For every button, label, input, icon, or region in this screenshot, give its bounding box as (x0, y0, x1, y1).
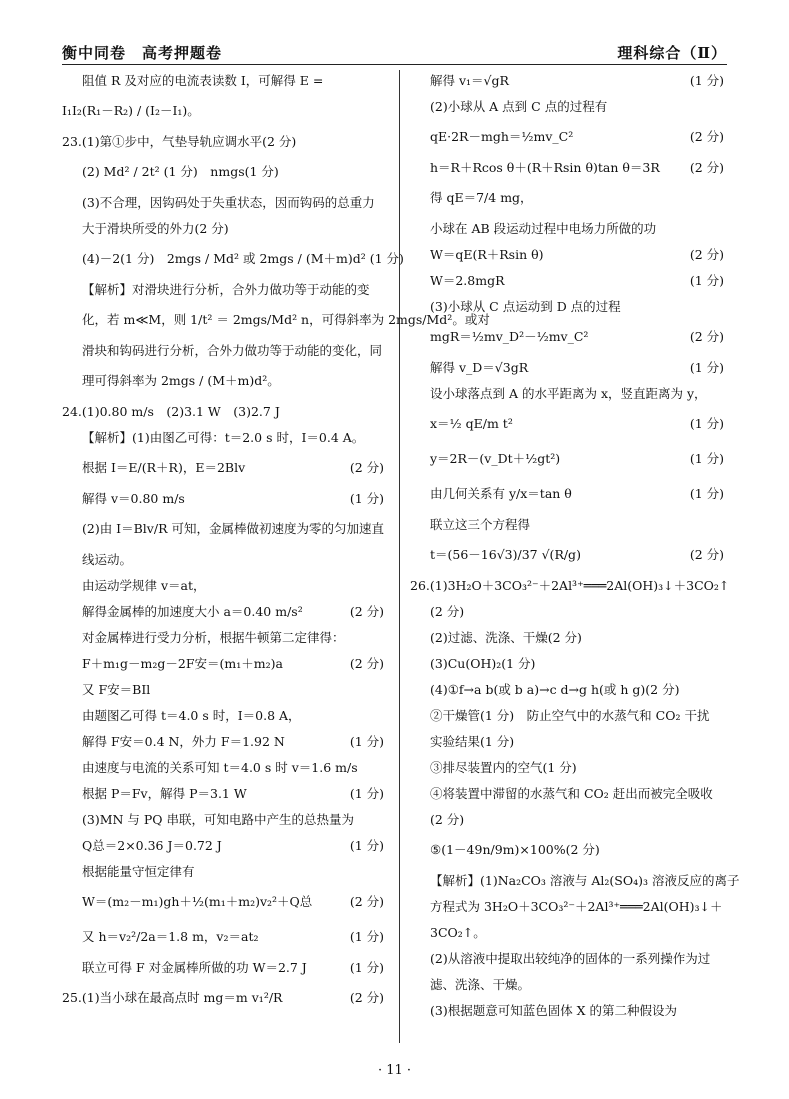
line-text: 设小球落点到 A 的水平距离为 x，竖直距离为 y， (430, 386, 707, 401)
score-label: (2 分) (349, 604, 384, 619)
text-line (62, 783, 388, 804)
score-label: (2 分) (689, 247, 724, 262)
text-line (410, 322, 728, 352)
text-line (410, 357, 728, 378)
text-line (62, 244, 404, 274)
text-line (62, 757, 388, 778)
text-line (410, 783, 728, 804)
text-line (62, 70, 388, 91)
line-text: 【解析】对滑块进行分析，合外力做功等于动能的变 (82, 282, 370, 297)
column-divider (399, 70, 400, 1043)
score-label: (2 分) (349, 894, 384, 909)
score-label: (1 分) (349, 960, 384, 975)
line-text: (3)小球从 C 点运动到 D 点的过程 (430, 299, 621, 314)
score-label: (2 分) (689, 547, 724, 562)
text-line (410, 974, 728, 995)
score-label: (2 分) (349, 656, 384, 671)
text-line (410, 948, 728, 969)
line-text: 【解析】(1)Na₂CO₃ 溶液与 Al₂(SO₄)₃ 溶液反应的离子 (430, 873, 740, 888)
header-left-title: 衡中同卷 高考押题卷 (62, 44, 223, 62)
line-text: (2 分) (430, 812, 465, 827)
text-line (62, 549, 388, 570)
line-text: 由运动学规律 v＝at， (82, 578, 206, 593)
text-line (410, 575, 728, 596)
text-line (410, 627, 728, 648)
page-header (62, 38, 727, 65)
line-text: (3)MN 与 PQ 串联，可知电路中产生的总热量为 (82, 812, 355, 827)
line-text: 由几何关系有 y/x＝tan θ (430, 486, 572, 501)
text-line (410, 679, 728, 700)
text-line (62, 96, 388, 126)
line-text: 对金属棒进行受力分析，根据牛顿第二定律得： (82, 630, 345, 645)
score-label: (1 分) (349, 838, 384, 853)
line-text: Q总＝2×0.36 J＝0.72 J (82, 838, 222, 853)
line-text: (2 分) (430, 604, 465, 619)
text-line (62, 575, 388, 596)
line-text: 解得 v_D＝√3gR (430, 360, 529, 375)
line-text: (2)小球从 A 点到 C 点的过程有 (430, 99, 608, 114)
line-text: 由题图乙可得 t＝4.0 s 时，I＝0.8 A， (82, 708, 301, 723)
text-line (62, 861, 388, 882)
score-label: (2 分) (689, 160, 724, 175)
text-line (410, 183, 728, 213)
line-text: (4)－2(1 分) 2mgs / Md² 或 2mgs / (M＋m)d² (1 分) (82, 251, 404, 266)
line-text: (2)过滤、洗涤、干燥(2 分) (430, 630, 582, 645)
text-line (62, 887, 388, 917)
score-label: (1 分) (689, 451, 724, 466)
text-line (410, 383, 728, 404)
line-text: (3)Cu(OH)₂(1 分) (430, 656, 536, 671)
score-label: (2 分) (689, 329, 724, 344)
text-line (62, 679, 388, 700)
line-text: (3)根据题意可知蓝色固体 X 的第二种假设为 (430, 1003, 678, 1018)
text-line (410, 705, 728, 726)
score-label: (1 分) (349, 734, 384, 749)
text-line (62, 601, 388, 622)
text-line (410, 270, 728, 291)
text-line (62, 131, 388, 152)
line-text: ③排尽装置内的空气(1 分) (430, 760, 577, 775)
score-label: (2 分) (689, 129, 724, 144)
text-line (410, 757, 728, 778)
line-text: 解得 v₁＝√gR (430, 73, 509, 88)
line-text: h＝R＋Rcos θ＋(R＋Rsin θ)tan θ＝3R (430, 160, 660, 175)
line-text: 理可得斜率为 2mgs / (M＋m)d²。 (82, 373, 280, 388)
score-label: (1 分) (349, 786, 384, 801)
text-line (62, 488, 388, 509)
text-line (62, 627, 388, 648)
text-line (410, 157, 728, 178)
score-label: (1 分) (689, 73, 724, 88)
line-text: x＝½ qE/m t² (430, 416, 513, 431)
text-line (62, 366, 388, 396)
line-text: ⑤(1－49n/9m)×100%(2 分) (430, 842, 600, 857)
line-text: 阻值 R 及对应的电流表读数 I，可解得 E = (82, 73, 324, 88)
page-number: · 11 · (377, 1063, 412, 1078)
line-text: 解得金属棒的加速度大小 a＝0.40 m/s² (82, 604, 303, 619)
line-text: 由速度与电流的关系可知 t＝4.0 s 时 v＝1.6 m/s (82, 760, 358, 775)
text-line (62, 279, 388, 300)
score-label: (1 分) (689, 360, 724, 375)
text-line (62, 453, 388, 483)
text-line (62, 514, 388, 544)
text-line (62, 983, 388, 1013)
text-line (410, 922, 728, 943)
text-line (410, 444, 728, 474)
line-text: ④将装置中滞留的水蒸气和 CO₂ 赶出而被完全吸收 (430, 786, 713, 801)
text-line (410, 1000, 728, 1021)
score-label: (1 分) (689, 486, 724, 501)
text-line (410, 296, 728, 317)
line-text: 25.(1)当小球在最高点时 mg＝m v₁²/R (62, 990, 283, 1005)
text-line (410, 809, 728, 830)
score-label: (2 分) (349, 990, 384, 1005)
text-line (410, 218, 728, 239)
text-line (410, 896, 728, 917)
line-text: 根据 P＝Fv，解得 P＝3.1 W (82, 786, 247, 801)
text-line (62, 653, 388, 674)
text-line (62, 731, 388, 752)
line-text: ②干燥管(1 分) 防止空气中的水蒸气和 CO₂ 干扰 (430, 708, 710, 723)
score-label: (1 分) (349, 929, 384, 944)
header-right-title: 理科综合（Ⅱ） (617, 44, 727, 62)
line-text: qE·2R－mgh＝½mv_C² (430, 129, 574, 144)
text-line (410, 514, 728, 535)
text-line (62, 157, 388, 187)
text-line (62, 427, 388, 448)
line-text: 又 F安＝BIl (82, 682, 151, 697)
text-line (62, 218, 388, 239)
line-text: 解得 F安＝0.4 N，外力 F＝1.92 N (82, 734, 285, 749)
text-line (62, 922, 388, 952)
line-text: 大于滑块所受的外力(2 分) (82, 221, 229, 236)
line-text: (3)不合理，因钩码处于失重状态，因而钩码的总重力 (82, 195, 375, 210)
line-text: 根据能量守恒定律有 (82, 864, 195, 879)
line-text: mgR＝½mv_D²－½mv_C² (430, 329, 589, 344)
line-text: 小球在 AB 段运动过程中电场力所做的功 (430, 221, 657, 236)
text-line (62, 192, 388, 213)
line-text: (2) Md² / 2t² (1 分) nmgs(1 分) (82, 164, 279, 179)
line-text: 滑块和钩码进行分析，合外力做功等于动能的变化，同 (82, 343, 383, 358)
line-text: 解得 v＝0.80 m/s (82, 491, 185, 506)
line-text: 滤、洗涤、干燥。 (430, 977, 531, 992)
text-line (410, 601, 728, 622)
line-text: t＝(56－16√3)/37 √(R/g) (430, 547, 581, 562)
score-label: (1 分) (349, 491, 384, 506)
line-text: y＝2R－(v_Dt＋½gt²) (430, 451, 561, 466)
line-text: 又 h＝v₂²/2a＝1.8 m，v₂＝at₂ (82, 929, 259, 944)
line-text: 3CO₂↑。 (430, 925, 486, 940)
text-line (410, 870, 740, 891)
line-text: I₁I₂(R₁－R₂) / (I₂－I₁)。 (62, 103, 200, 118)
score-label: (1 分) (689, 416, 724, 431)
text-line (62, 835, 388, 856)
text-line (62, 957, 388, 978)
line-text: 联立可得 F 对金属棒所做的功 W＝2.7 J (82, 960, 307, 975)
line-text: (4)①f→a b(或 b a)→c d→g h(或 h g)(2 分) (430, 682, 680, 697)
text-line (410, 731, 728, 752)
line-text: 实验结果(1 分) (430, 734, 515, 749)
text-line (410, 653, 728, 674)
text-line (410, 122, 728, 152)
line-text: 化，若 m≪M，则 1/t² ＝ 2mgs/Md² n，可得斜率为 2mgs/Md²。或对 (82, 312, 490, 327)
text-line (410, 835, 728, 865)
text-line (62, 305, 490, 335)
line-text: 26.(1)3H₂O＋3CO₃²⁻＋2Al³⁺═══2Al(OH)₃↓＋3CO₂↑ (410, 578, 730, 593)
text-line (410, 409, 728, 439)
text-line (62, 401, 388, 422)
text-line (410, 540, 728, 570)
line-text: 24.(1)0.80 m/s (2)3.1 W (3)2.7 J (62, 404, 280, 419)
right-column (410, 70, 740, 1026)
line-text: (2)从溶液中提取出较纯净的固体的一系列操作为过 (430, 951, 711, 966)
line-text: F＋m₁g－m₂g－2F安＝(m₁＋m₂)a (82, 656, 283, 671)
score-label: (2 分) (349, 460, 384, 475)
line-text: 【解析】(1)由图乙可得：t＝2.0 s 时，I＝0.4 A。 (82, 430, 365, 445)
line-text: 联立这三个方程得 (430, 517, 531, 532)
line-text: 根据 I＝E/(R＋R)，E＝2Blv (82, 460, 246, 475)
line-text: W＝(m₂－m₁)gh＋½(m₁＋m₂)v₂²＋Q总 (82, 894, 313, 909)
line-text: 线运动。 (82, 552, 133, 567)
text-line (410, 96, 728, 117)
text-line (62, 705, 388, 726)
text-line (410, 479, 728, 509)
line-text: W＝2.8mgR (430, 273, 505, 288)
score-label: (1 分) (689, 273, 724, 288)
line-text: 方程式为 3H₂O＋3CO₃²⁻＋2Al³⁺═══2Al(OH)₃↓＋ (430, 899, 723, 914)
line-text: 得 qE＝7/4 mg， (430, 190, 533, 205)
text-line (410, 70, 728, 91)
line-text: 23.(1)第①步中，气垫导轨应调水平(2 分) (62, 134, 297, 149)
text-line (62, 340, 388, 361)
line-text: (2)由 I＝Blv/R 可知，金属棒做初速度为零的匀加速直 (82, 521, 384, 536)
line-text: W＝qE(R＋Rsin θ) (430, 247, 544, 262)
text-line (62, 809, 388, 830)
text-line (410, 244, 728, 265)
